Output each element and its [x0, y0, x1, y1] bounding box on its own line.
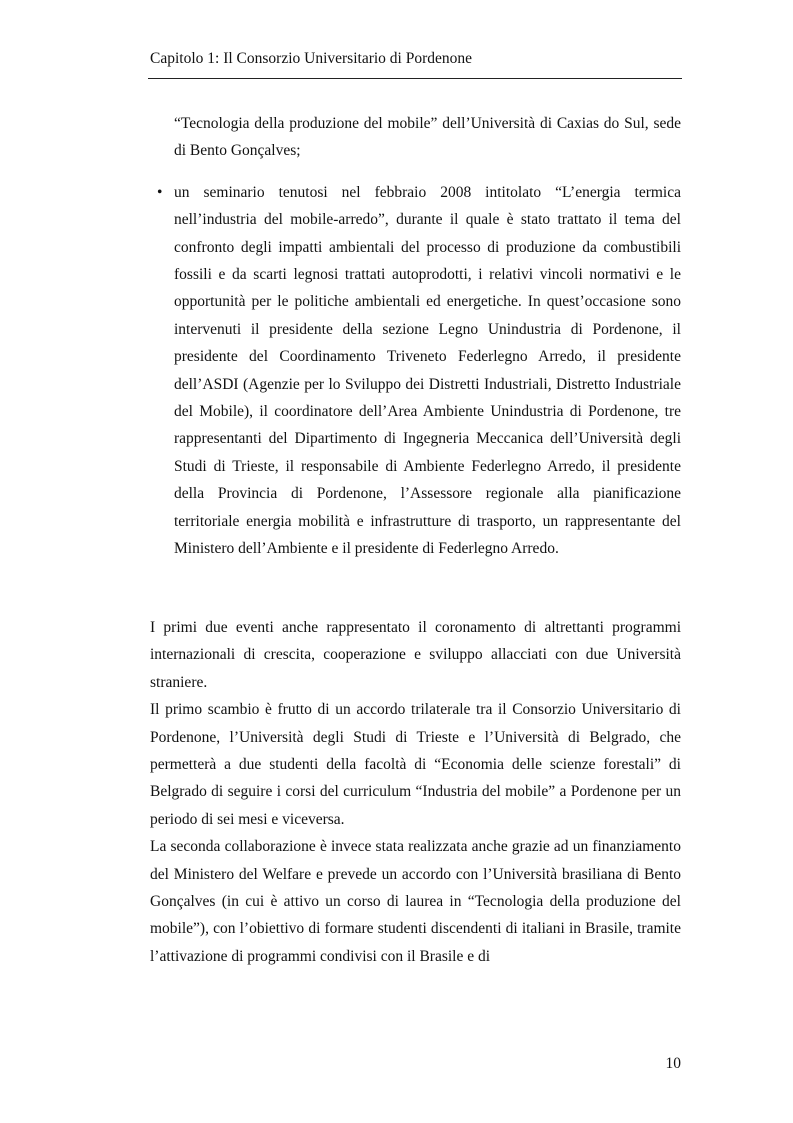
paragraph-second-collaboration: La seconda collaborazione è invece stata realizzata anche grazie ad un finanziamento del Ministero del Welfare e prevede un accordo con l’Università brasiliana di Bento Gonçalves (in cui è attivo un corso di laurea in “Tecnologia della produzione del mobile”), con l’obiettivo di formare studenti discendenti di italiani in Brasile, tramite l’attivazione di programmi condivisi con il Brasile e di	[150, 838, 681, 965]
body-text	[150, 614, 681, 970]
bullet-item-continued: “Tecnologia della produzione del mobile” dell’Università di Caxias do Sul, sede di Bento Gonçalves;	[174, 115, 681, 160]
bullet-icon: •	[157, 183, 163, 201]
header-rule	[148, 78, 682, 79]
bullet-item-text: un seminario tenutosi nel febbraio 2008 intitolato “L’energia termica nell’industria del mobile-arredo”, durante il quale è stato trattato il tema del confronto degli impatti ambientali del processo di produzione da combustibili fossili e da scarti legnosi trattati autoprodotti, i relativi vincoli normativi e le opportunità per le politiche ambientali ed energetiche. In quest’occasione sono intervenuti il presidente della sezione Legno Unindustria di Pordenone, il presidente del Coordinamento Triveneto Federlegno Arredo, il presidente dell’ASDI (Agenzie per lo Sviluppo dei Distretti Industriali, Distretto Industriale del Mobile), il coordinatore dell’Area Ambiente Unindustria di Pordenone, tre rappresentanti del Dipartimento di Ingegneria Meccanica dell’Università degli Studi di Trieste, il responsabile di Ambiente Federlegno Arredo, il presidente della Provincia di Pordenone, l’Assessore regionale alla pianificazione territoriale energia mobilità e infrastrutture di trasporto, un rappresentante del Ministero dell’Ambiente e il presidente di Federlegno Arredo.	[174, 183, 681, 558]
running-header: Capitolo 1: Il Consorzio Universitario di Pordenone	[150, 50, 473, 67]
paragraph-first-events: I primi due eventi anche rappresentato il coronamento di altrettanti programmi internazionali di crescita, cooperazione e sviluppo allacciati con due Università straniere.	[150, 619, 681, 691]
page-number: 10	[665, 1055, 681, 1072]
paragraph-first-exchange: Il primo scambio è frutto di un accordo trilaterale tra il Consorzio Universitario di Pordenone, l’Università degli Studi di Trieste e l’Università di Belgrado, che permetterà a due studenti della facoltà di “Economia delle scienze forestali” di Belgrado di seguire i corsi del curriculum “Industria del mobile” a Pordenone per un periodo di sei mesi e viceversa.	[150, 701, 681, 828]
bullet-item-seminar	[157, 179, 681, 563]
bullet-list	[157, 110, 681, 563]
